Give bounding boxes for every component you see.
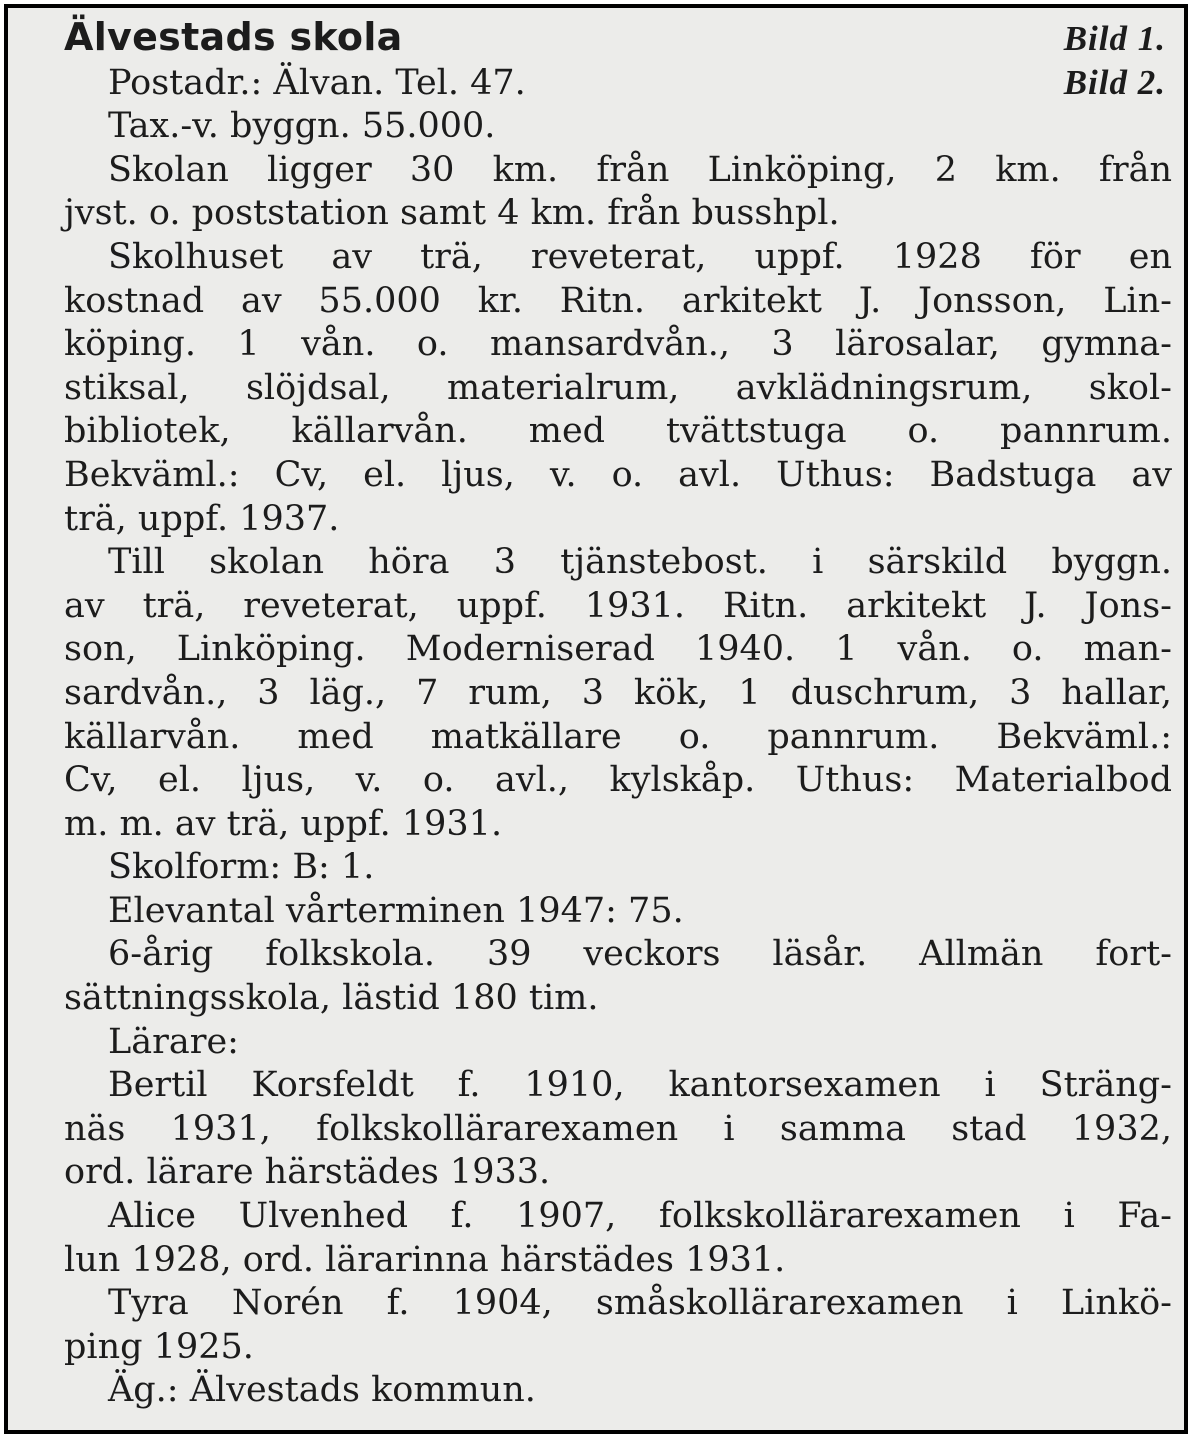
postal-row bbox=[64, 61, 1172, 106]
text-line: ping 1925. bbox=[64, 1326, 254, 1367]
school-entry bbox=[64, 16, 1172, 1413]
text-line: Cv, el. ljus, v. o. avl., kylskåp. Uthus: Materialbod bbox=[64, 760, 1172, 801]
text-line: sardvån., 3 läg., 7 rum, 3 kök, 1 duschrum, 3 hallar, bbox=[64, 672, 1172, 713]
schoolhouse-paragraph bbox=[64, 236, 1172, 541]
teacher-entry bbox=[64, 1282, 1172, 1369]
tax-value: Tax.-v. byggn. 55.000. bbox=[108, 106, 496, 147]
text-line: Bertil Korsfeldt f. 1910, kantorsexamen i Sträng- bbox=[108, 1065, 1172, 1106]
text-line: Alice Ulvenhed f. 1907, folkskollärarexamen i Fa- bbox=[108, 1196, 1172, 1237]
text-line: 6-årig folkskola. 39 veckors läsår. Allmän fort- bbox=[108, 934, 1172, 975]
text-line: köping. 1 vån. o. mansardvån., 3 lärosalar, gymna- bbox=[64, 324, 1172, 365]
text-line: sättningsskola, lästid 180 tim. bbox=[64, 978, 599, 1019]
text-line: jvst. o. poststation samt 4 km. från busshpl. bbox=[64, 193, 840, 234]
text-line: Skolhuset av trä, reveterat, uppf. 1928 för en bbox=[108, 236, 1172, 277]
folkskola-paragraph bbox=[64, 933, 1172, 1020]
text-line: näs 1931, folkskollärarexamen i samma stad 1932, bbox=[64, 1108, 1172, 1149]
entry-title: Älvestads skola bbox=[64, 15, 403, 59]
bild-ref-1: Bild 1. bbox=[1063, 19, 1166, 58]
text-line: kostnad av 55.000 kr. Ritn. arkitekt J. Jonsson, Lin- bbox=[64, 280, 1172, 321]
location-paragraph bbox=[64, 149, 1172, 236]
text-line: Bekväml.: Cv, el. ljus, v. o. avl. Uthus: Badstuga av bbox=[64, 454, 1172, 495]
header-row bbox=[64, 16, 1172, 61]
text-line: ord. lärare härstädes 1933. bbox=[64, 1152, 551, 1193]
text-line: Skolan ligger 30 km. från Linköping, 2 km. från bbox=[108, 149, 1172, 190]
text-line: bibliotek, källarvån. med tvättstuga o. pannrum. bbox=[64, 411, 1172, 452]
text-line: av trä, reveterat, uppf. 1931. Ritn. arkitekt J. Jons- bbox=[64, 585, 1172, 626]
text-line: stiksal, slöjdsal, materialrum, avklädningsrum, skol- bbox=[64, 367, 1172, 408]
owner: Äg.: Älvestads kommun. bbox=[108, 1370, 536, 1411]
text-line: trä, uppf. 1937. bbox=[64, 498, 340, 539]
text-line: son, Linköping. Moderniserad 1940. 1 vån. o. man- bbox=[64, 629, 1172, 670]
document-page bbox=[4, 4, 1188, 1434]
bild-ref-2: Bild 2. bbox=[1063, 62, 1166, 102]
teacher-entry bbox=[64, 1064, 1172, 1195]
text-line: Till skolan höra 3 tjänstebost. i särskild byggn. bbox=[108, 542, 1172, 583]
postal-address: Postadr.: Älvan. Tel. 47. bbox=[108, 62, 526, 103]
school-form: Skolform: B: 1. bbox=[108, 847, 375, 888]
teachers-heading: Lärare: bbox=[108, 1021, 239, 1062]
text-line: m. m. av trä, uppf. 1931. bbox=[64, 803, 503, 844]
text-line: Tyra Norén f. 1904, småskollärarexamen i Linkö- bbox=[108, 1283, 1172, 1324]
text-line: källarvån. med matkällare o. pannrum. Bekväml.: bbox=[64, 716, 1172, 757]
residences-paragraph bbox=[64, 541, 1172, 846]
text-line: lun 1928, ord. lärarinna härstädes 1931. bbox=[64, 1239, 786, 1280]
teacher-entry bbox=[64, 1195, 1172, 1282]
pupil-count: Elevantal vårterminen 1947: 75. bbox=[108, 890, 684, 931]
